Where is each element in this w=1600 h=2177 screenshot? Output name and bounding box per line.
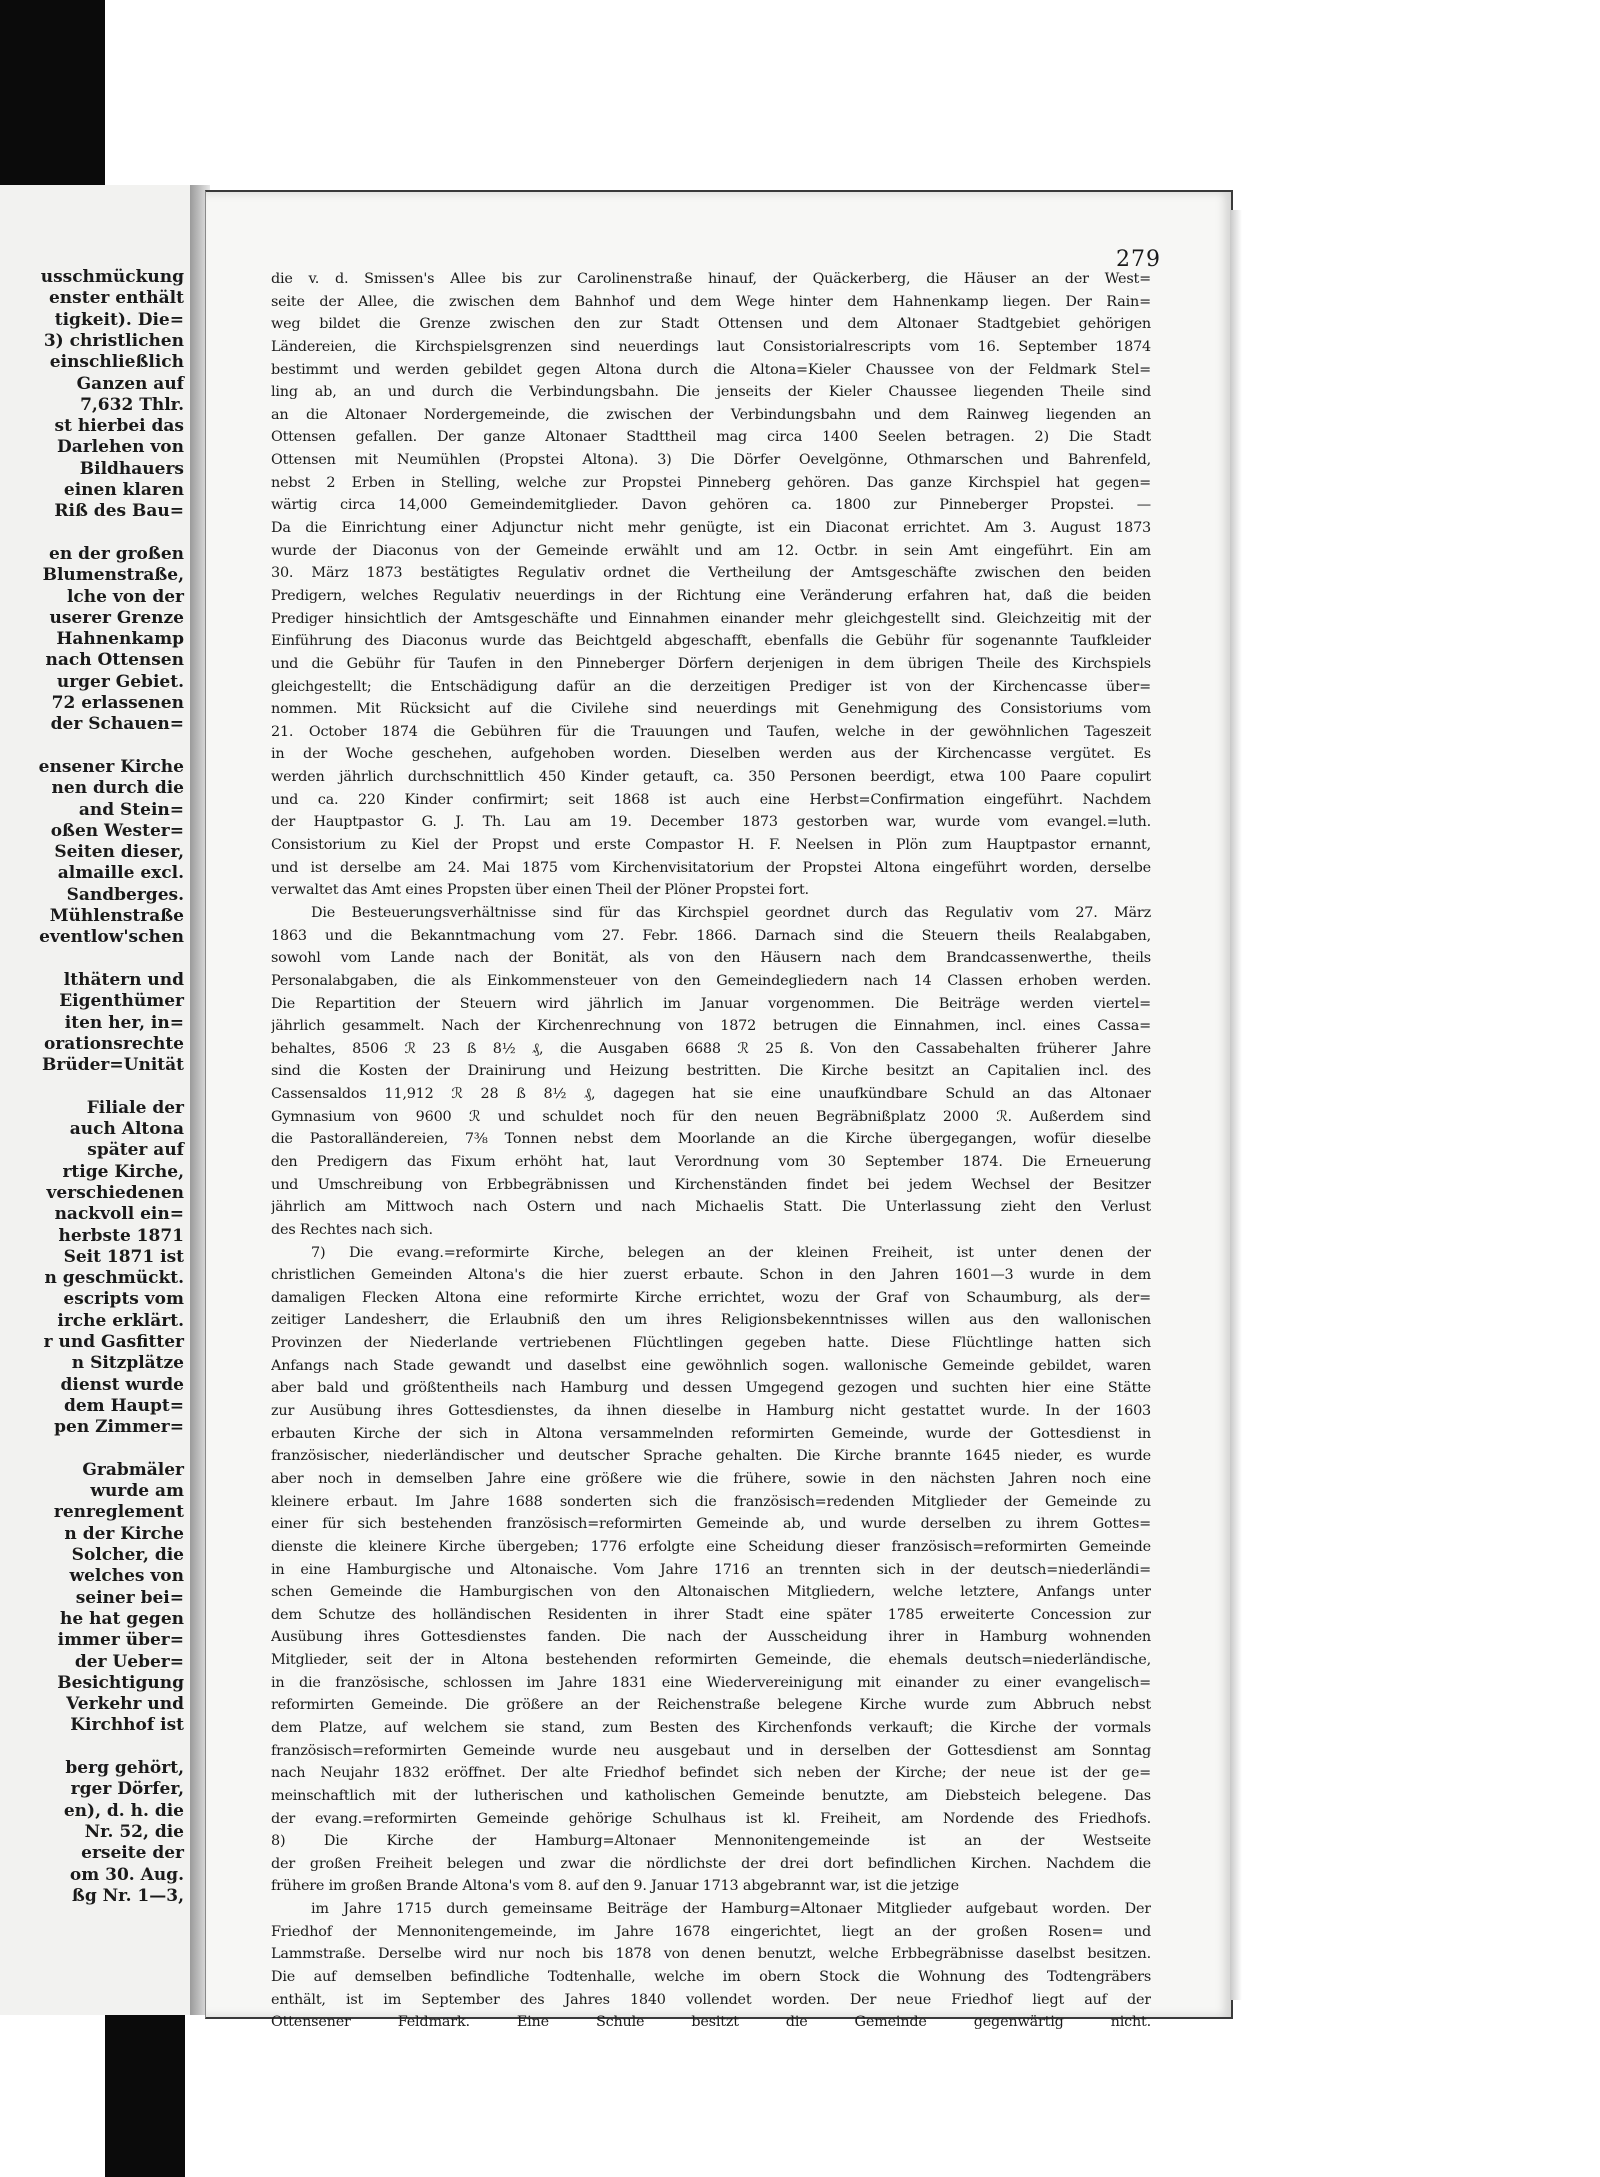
text-line: Provinzen der Niederlande vertriebenen Flüchtlingen gegeben hatte. Diese Flüchtlinge hatten sich bbox=[271, 1335, 1151, 1352]
text-line: reformirten Gemeinde. Die größere an der Reichenstraße belegene Kirche wurde zum Abbruch nebst bbox=[271, 1697, 1151, 1714]
text-line: Consistorium zu Kiel der Propst und erste Compastor H. F. Neelsen in Plön zum Hauptpastor ernannt, bbox=[271, 837, 1151, 854]
left-page-text-fragment: erseite der bbox=[81, 1843, 184, 1864]
text-line: Anfangs nach Stade gewandt und daselbst eine gewöhnlich sogen. wallonische Gemeinde gebildet, waren bbox=[271, 1357, 1151, 1374]
left-page-text-fragment: Kirchhof ist bbox=[70, 1715, 184, 1736]
text-line: Prediger hinsichtlich der Amtsgeschäfte und Einnahmen einander mehr gleichgestellt sind. Gleichzeitig mit der bbox=[271, 610, 1151, 627]
left-page-text-fragment: wurde am bbox=[90, 1481, 184, 1502]
left-page-text-fragment: Darlehen von bbox=[56, 437, 184, 458]
left-page-text-fragment: ßg Nr. 1—3, bbox=[71, 1885, 184, 1906]
text-line: dienste die kleinere Kirche übergeben; 1776 erfolgte eine Scheidung dieser französisch=reformirten Gemeinde bbox=[271, 1538, 1151, 1555]
text-line: in die französische, schlossen im Jahre 1831 eine Wiedervereinigung mit einander zu einer evangelisch= bbox=[271, 1674, 1151, 1691]
left-page-text-fragment: eventlow'schen bbox=[39, 927, 184, 948]
left-page-text-fragment: nach Ottensen bbox=[45, 650, 184, 671]
left-page-text-fragment: Brüder=Unität bbox=[42, 1055, 184, 1076]
text-line: verwaltet das Amt eines Propsten über einen Theil der Plöner Propstei fort. bbox=[271, 882, 809, 899]
left-page-text-fragment: oßen Wester= bbox=[50, 820, 184, 841]
text-line: seite der Allee, die zwischen dem Bahnhof und dem Wege hinter dem Hahnenkamp liegen. Der Rain= bbox=[271, 293, 1151, 310]
text-line: Personalabgaben, die als Einkommensteuer von den Gemeindegliedern nach 14 Classen erhoben werden. bbox=[271, 972, 1151, 989]
left-page-text-fragment: seiner bei= bbox=[75, 1587, 184, 1608]
text-line: meinschaftlich mit der lutherischen und katholischen Gemeinde benutzte, am Diebsteich belegene. Das bbox=[271, 1787, 1151, 1804]
left-page-text-fragment: 7,632 Thlr. bbox=[80, 394, 184, 415]
left-page-text-fragment: pen Zimmer= bbox=[54, 1417, 184, 1438]
text-line: Ottensener Feldmark. Eine Schule besitzt die Gemeinde gegenwärtig nicht. bbox=[271, 2014, 1151, 2031]
left-page-text-fragment: irche erklärt. bbox=[57, 1310, 184, 1331]
text-line: bestimmt und werden gebildet gegen Altona durch die Altona=Kieler Chaussee von der Feldmark Stel= bbox=[271, 361, 1151, 378]
text-line: dem Platze, auf welchem sie stand, zum Besten des Kirchenfonds verkauft; die Kirche der vormals bbox=[271, 1720, 1151, 1736]
left-page-text-fragment: Seiten dieser, bbox=[54, 842, 184, 863]
text-line: in der Woche geschehen, aufgehoben worden. Dieselben werden aus der Kirchencasse vergütet. Es bbox=[271, 746, 1151, 763]
bottom-black-strip bbox=[105, 2015, 185, 2177]
text-line: Die Besteuerungsverhältnisse sind für das Kirchspiel geordnet durch das Regulativ vom 27. März bbox=[311, 904, 1151, 921]
text-line: damaligen Flecken Altona eine reformirte Kirche errichtet, wozu der Graf von Schaumburg, als der= bbox=[271, 1289, 1151, 1306]
left-page-text-fragment: Verkehr und bbox=[66, 1694, 184, 1715]
text-line: einer für sich bestehenden französisch=reformirten Gemeinde ab, und wurde derselben zu ihrem Gottes= bbox=[271, 1516, 1151, 1533]
text-line: und ist derselbe am 24. Mai 1875 vom Kirchenvisitatorium der Propstei Altona eingeführt worden, derselbe bbox=[271, 859, 1151, 876]
left-page-text-fragment: auch Altona bbox=[69, 1119, 184, 1139]
left-page-text-fragment: n Sitzplätze bbox=[71, 1353, 184, 1374]
text-line: werden jährlich durchschnittlich 450 Kinder getauft, ca. 350 Personen beerdigt, etwa 100 Paare copulirt bbox=[271, 769, 1151, 786]
text-line: Lammstraße. Derselbe wird nur noch bis 1878 von denen benutzt, welche Erbbegräbnisse daselbst besitzen. bbox=[271, 1946, 1151, 1963]
left-page-text-fragment: en der großen bbox=[49, 543, 184, 564]
page-edge bbox=[1230, 210, 1242, 2000]
text-line: den Predigern das Fixum erhöht hat, laut Verordnung vom 30 September 1874. Die Erneuerung bbox=[271, 1153, 1151, 1170]
text-line: enthält, ist im September des Jahres 1840 vollendet worden. Der neue Friedhof liegt auf der bbox=[271, 1991, 1151, 2008]
text-line: Die auf demselben befindliche Todtenhalle, welche im obern Stock die Wohnung des Todtengräbers bbox=[271, 1969, 1151, 1986]
text-line: wurde der Diaconus von der Gemeinde erwählt und am 12. Octbr. in sein Amt eingeführt. Ein am bbox=[271, 542, 1151, 559]
left-page-text-fragment: Grabmäler bbox=[82, 1459, 184, 1480]
text-line: schen Gemeinde die Hamburgischen von den Altonaischen Mitgliedern, welche letztere, Anfangs unter bbox=[271, 1584, 1151, 1601]
text-line: französischer, niederländischer und deutscher Sprache gehalten. Die Kirche brannte 1645 nieder, es wurde bbox=[271, 1448, 1151, 1465]
left-page-text-fragment: Seit 1871 ist bbox=[63, 1246, 184, 1267]
text-line: Da die Einrichtung einer Adjunctur nicht mehr genügte, ist ein Diaconat errichtet. Am 3. August 1873 bbox=[271, 520, 1151, 537]
text-line: und Umschreibung von Erbbegräbnissen und Kirchenständen findet bei jedem Wechsel der Besitzer bbox=[271, 1176, 1151, 1193]
text-line: aber noch in demselben Jahre eine größere wie die frühere, sowie in den nächsten Jahren noch eine bbox=[271, 1470, 1151, 1487]
page-number: 279 bbox=[1116, 247, 1161, 272]
left-page-text-fragment: Hahnenkamp bbox=[56, 629, 184, 650]
left-page-text-fragment: urger Gebiet. bbox=[56, 671, 184, 692]
text-line: nebst 2 Erben in Stelling, welche zur Propstei Pinneberg gehören. Das ganze Kirchspiel hat gegen= bbox=[271, 474, 1151, 491]
left-page-text-fragment: iten her, in= bbox=[64, 1012, 184, 1033]
left-page-text-fragment: nackvoll ein= bbox=[54, 1204, 184, 1225]
left-page-text-fragment: der Ueber= bbox=[74, 1651, 184, 1672]
text-line: Gymnasium von 9600 ℛ und schuldet noch für den neuen Begräbnißplatz 2000 ℛ. Außerdem sind bbox=[271, 1108, 1151, 1125]
text-line: Einführung des Diaconus wurde das Beichtgeld abgeschafft, ebenfalls die Gebühr für sogenannte Taufkleider bbox=[271, 633, 1151, 650]
text-line: Ländereien, die Kirchspielsgrenzen sind neuerdings laut Consistorialrescripts vom 16. September 1874 bbox=[271, 338, 1151, 355]
text-line: und ca. 220 Kinder confirmirt; seit 1868 ist auch eine Herbst=Confirmation eingeführt. Nachdem bbox=[271, 791, 1151, 808]
text-line: an die Altonaer Nordergemeinde, die zwischen der Verbindungsbahn und dem Rainweg liegenden an bbox=[271, 406, 1151, 423]
text-line: Friedhof der Mennonitengemeinde, im Jahre 1678 eingerichtet, liegt an der großen Rosen= und bbox=[271, 1923, 1151, 1940]
text-line: sowohl vom Lande nach der Bonität, als von den Häusern nach dem Brandcassenwerthe, theils bbox=[271, 950, 1151, 967]
left-page-text-fragment: dem Haupt= bbox=[63, 1395, 184, 1416]
left-page-text-fragment: herbste 1871 bbox=[58, 1225, 184, 1246]
text-line: christlichen Gemeinden Altona's die hier zuerst erbaute. Schon in den Jahren 1601—3 wurde in dem bbox=[271, 1267, 1151, 1284]
left-page-text-fragment: ensener Kirche bbox=[38, 756, 184, 777]
left-page-text-fragment: einen klaren bbox=[63, 480, 184, 500]
left-page-text-fragment: almaille excl. bbox=[57, 863, 184, 884]
left-page-text-fragment: Eigenthümer bbox=[59, 991, 184, 1012]
left-page-text-fragment: 3) christlichen bbox=[43, 330, 184, 351]
text-line: Cassensaldos 11,912 ℛ 28 ß 8½ ₰, dagegen hat sie eine unaufkündbare Schuld an das Altonaer bbox=[271, 1086, 1151, 1103]
text-line: die Pastoralländereien, 7⅜ Tonnen nebst dem Moorlande an die Kirche übergegangen, wofür dieselbe bbox=[271, 1131, 1151, 1148]
text-line: 7) Die evang.=reformirte Kirche, belegen an der kleinen Freiheit, ist unter denen der bbox=[311, 1244, 1151, 1261]
left-page-text-fragment: Riß des Bau= bbox=[54, 501, 184, 522]
left-page-text-fragment: tigkeit). Die= bbox=[54, 309, 184, 330]
left-black-border bbox=[0, 0, 105, 185]
text-line: nach Neujahr 1832 eröffnet. Der alte Friedhof befindet sich neben der Kirche; der neue ist der ge= bbox=[271, 1765, 1151, 1782]
text-line: frühere im großen Brande Altona's vom 8. auf den 9. Januar 1713 abgebrannt war, ist die jetzige bbox=[271, 1878, 959, 1895]
left-page-text-fragment: usschmückung bbox=[40, 267, 184, 287]
left-page-text-fragment: Sandberges. bbox=[66, 884, 184, 905]
text-line: aber bald und größtentheils nach Hamburg und dessen Umgegend gezogen und suchten hier eine Stätte bbox=[271, 1380, 1151, 1397]
right-page bbox=[205, 190, 1233, 2031]
left-page-text-fragment: berg gehört, bbox=[65, 1758, 184, 1778]
left-page-text-fragment: n geschmückt. bbox=[44, 1268, 184, 1289]
page-text bbox=[271, 268, 1151, 2034]
text-line: in eine Hamburgische und Altonaische. Vom Jahre 1716 an trennten sich in der deutsch=niederländi= bbox=[271, 1561, 1151, 1578]
left-page-text-fragment: Besichtigung bbox=[57, 1672, 184, 1693]
left-page-text-fragment: Bildhauers bbox=[79, 458, 184, 479]
text-line: Die Repartition der Steuern wird jährlich im Januar vorgenommen. Die Beiträge werden viertel= bbox=[271, 995, 1151, 1012]
left-page-text-fragment: st hierbei das bbox=[54, 416, 184, 437]
text-line: dem Schutze des holländischen Residenten in ihrer Stadt eine später 1785 erweiterte Concession zur bbox=[271, 1606, 1151, 1623]
left-page-text-fragment: orationsrechte bbox=[43, 1033, 184, 1054]
text-line: und die Gebühr für Taufen in den Pinneberger Dörfern derjenigen in dem übrigen Theile des Kirchspiels bbox=[271, 655, 1151, 672]
left-page-text-fragment: and Stein= bbox=[78, 799, 184, 820]
left-page-text-fragment: der Schauen= bbox=[50, 714, 184, 735]
left-page-text-fragment: userer Grenze bbox=[49, 607, 184, 628]
text-line: Ottensen mit Neumühlen (Propstei Altona). 3) Die Dörfer Oevelgönne, Othmarschen und Bahrenfeld, bbox=[271, 452, 1151, 469]
left-page-text-fragment: rtige Kirche, bbox=[62, 1161, 184, 1182]
left-page-text-fragment: Blumenstraße, bbox=[42, 565, 184, 586]
left-page-text-fragment: Nr. 52, die bbox=[84, 1821, 184, 1842]
left-page-text-fragment: einschließlich bbox=[49, 352, 184, 373]
left-page-text-fragment: escripts vom bbox=[63, 1289, 184, 1310]
left-page-fragment bbox=[0, 185, 194, 2015]
text-line: Ottensen gefallen. Der ganze Altonaer Stadttheil mag circa 1400 Seelen betragen. 2) Die Stadt bbox=[271, 429, 1151, 446]
left-page-text-fragment: r und Gasfitter bbox=[43, 1332, 184, 1352]
text-line: Mitglieder, seit der in Altona bestehenden reformirten Gemeinde, die ehemals deutsch=niederländische, bbox=[271, 1652, 1151, 1669]
left-page-text-fragment: dienst wurde bbox=[60, 1374, 184, 1395]
left-page-text-fragment: enster enthält bbox=[48, 288, 184, 309]
text-line: der evang.=reformirten Gemeinde gehörige Schulhaus ist kl. Freiheit, am Nordende des Friedhofs. bbox=[271, 1810, 1151, 1827]
text-line: wärtig circa 14,000 Gemeindemitglieder. Davon gehören ca. 1800 zur Pinneberger Propstei. — bbox=[271, 497, 1151, 514]
text-line: 1863 und die Bekanntmachung vom 27. Febr. 1866. Darnach sind die Steuern theils Realabgaben, bbox=[271, 927, 1151, 944]
text-line: der großen Freiheit belegen und zwar die nördlichste der drei dort befindlichen Kirchen. Nachdem die bbox=[271, 1855, 1151, 1872]
text-line: französisch=reformirten Gemeinde wurde neu ausgebaut und in derselben der Gottesdienst am Sonntag bbox=[271, 1742, 1151, 1759]
text-line: gleichgestellt; die Entschädigung dafür an die derzeitigen Prediger ist von der Kirchencasse über= bbox=[271, 678, 1151, 695]
text-line: Ausübung ihres Gottesdienstes fanden. Die nach der Ausscheidung ihrer in Hamburg wohnenden bbox=[271, 1629, 1151, 1646]
text-line: ling ab, an und durch die Verbindungsbahn. Die jenseits der Kieler Chaussee liegenden Theile sind bbox=[271, 384, 1151, 401]
text-line: kleinere erbaut. Im Jahre 1688 sonderten sich die französisch=redenden Mitglieder der Gemeinde zu bbox=[271, 1493, 1151, 1510]
left-page-text-fragment: später auf bbox=[87, 1140, 184, 1161]
left-page-text-fragment: rger Dörfer, bbox=[70, 1779, 184, 1800]
text-line: nommen. Mit Rücksicht auf die Civilehe sind neuerdings mit Genehmigung des Consistoriums vom bbox=[271, 701, 1151, 718]
text-line: jährlich am Mittwoch nach Ostern und nach Michaelis Statt. Die Unterlassung zieht den Verlust bbox=[271, 1199, 1151, 1216]
text-line: zur Ausübung ihres Gottesdienstes, da ihnen dieselbe in Hamburg nicht gestattet wurde. In der 1603 bbox=[271, 1403, 1151, 1420]
text-line: der Hauptpastor G. J. Th. Lau am 19. December 1873 gestorben war, wurde vom evangel.=luth. bbox=[271, 814, 1151, 831]
text-line: Predigern, welches Regulativ neuerdings in der Richtung eine Veränderung erfahren hat, daß die beiden bbox=[271, 587, 1151, 604]
left-page-text-fragment: om 30. Aug. bbox=[69, 1864, 184, 1885]
text-line: die v. d. Smissen's Allee bis zur Carolinenstraße hinauf, der Quäckerberg, die Häuser an der West= bbox=[271, 271, 1151, 287]
text-line: zeitiger Landesherr, die Erlaubniß den um ihres Religionsbekenntnisses willen aus den wallonischen bbox=[271, 1312, 1151, 1329]
text-line: 21. October 1874 die Gebühren für die Trauungen und Taufen, welche in der gewöhnlichen Tageszeit bbox=[271, 723, 1151, 740]
left-page-text-fragment: Mühlenstraße bbox=[49, 906, 184, 926]
left-page-text-fragment: n der Kirche bbox=[64, 1523, 184, 1544]
text-line: des Rechtes nach sich. bbox=[271, 1221, 433, 1238]
left-page-text-fragment: lche von der bbox=[66, 586, 184, 607]
left-page-text-fragment: en), d. h. die bbox=[63, 1800, 184, 1821]
text-line: im Jahre 1715 durch gemeinsame Beiträge der Hamburg=Altonaer Mitglieder aufgebaut worden. Der bbox=[311, 1901, 1151, 1918]
text-line: sind die Kosten der Drainirung und Heizung bestritten. Die Kirche besitzt an Capitalien incl. des bbox=[271, 1063, 1151, 1080]
left-page-text-fragment: Solcher, die bbox=[71, 1545, 184, 1565]
left-page-text-fragment: lthätern und bbox=[63, 969, 184, 990]
left-page-text-fragment: welches von bbox=[69, 1566, 184, 1587]
left-page-text-fragment: verschiedenen bbox=[46, 1182, 184, 1203]
left-page-text-fragment: Ganzen auf bbox=[76, 373, 184, 394]
left-page-text-fragment: immer über= bbox=[57, 1630, 184, 1651]
text-line: weg bildet die Grenze zwischen den zur Stadt Ottensen und dem Altonaer Stadtgebiet gehörigen bbox=[271, 316, 1151, 333]
left-page-text-fragment: renreglement bbox=[53, 1502, 184, 1523]
text-line: erbauten Kirche der sich in Altona versammelnden reformirten Gemeinde, wurde der Gottesdienst in bbox=[271, 1425, 1151, 1442]
text-line: 8) Die Kirche der Hamburg=Altonaer Mennonitengemeinde ist an der Westseite bbox=[271, 1833, 1151, 1850]
text-line: behaltes, 8506 ℛ 23 ß 8½ ₰, die Ausgaben 6688 ℛ 25 ß. Von den Cassabehalten früherer Jahre bbox=[271, 1040, 1151, 1057]
left-page-text-fragment: Filiale der bbox=[86, 1097, 184, 1118]
left-page-text-fragment: he hat gegen bbox=[59, 1608, 184, 1629]
left-page-text-fragment: nen durch die bbox=[51, 778, 184, 799]
left-page-text-fragment: 72 erlassenen bbox=[51, 693, 184, 713]
text-line: 30. März 1873 bestätigtes Regulativ ordnet die Vertheilung der Amtsgeschäfte zwischen den beiden bbox=[271, 565, 1151, 582]
text-line: jährlich gesammelt. Nach der Kirchenrechnung von 1872 betrugen die Einnahmen, incl. eines Cassa= bbox=[271, 1018, 1151, 1035]
